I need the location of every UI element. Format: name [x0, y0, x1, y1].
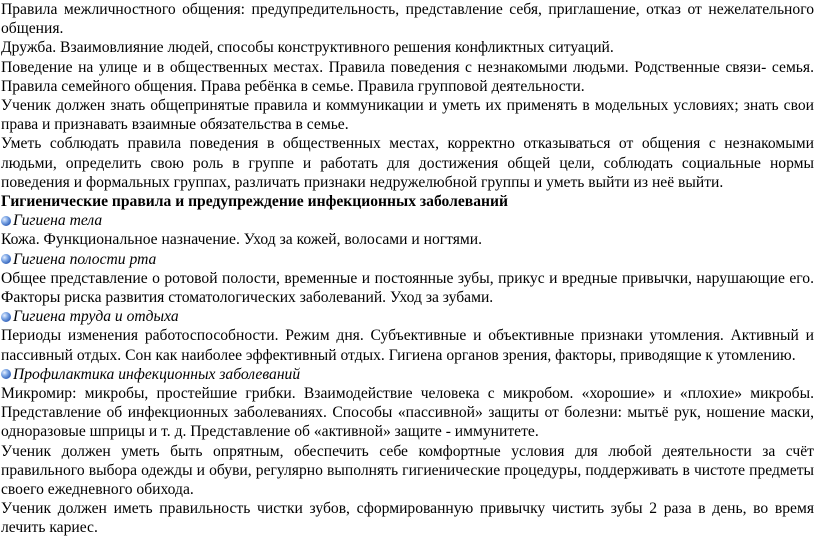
paragraph-student-should-know: Ученик должен знать общепринятые правила и коммуникации и уметь их применять в модельных условиях; знать свои права и признавать взаимные обязательства в семье.: [1, 97, 814, 134]
paragraph-student-teeth: Ученик должен иметь правильность чистки зубов, сформированную привычку чистить зубы 2 раза в день, во время лечить кариес.: [1, 500, 814, 537]
paragraph-work-rest-hygiene: Периоды изменения работоспособности. Режим дня. Субъективные и объективные признаки утомления. Активный и пассивный отдых. Сон как наиболее эффективный отдых. Гигиена органов зрения, факторы, приводящие к утомлению.: [1, 327, 814, 364]
paragraph-student-neatness: Ученик должен уметь быть опрятным, обеспечить себе комфортные условия для любой деятельности за счёт правильного выбора одежды и обуви, регулярно выполнять гигиенические процедуры, поддерживать в чистоте предметы своего ежедневного обихода.: [1, 442, 814, 499]
subheading-oral-hygiene: [1, 250, 814, 269]
subheading-infection-prevention: [1, 365, 814, 384]
subheading-label: Гигиена труда и отдыха: [13, 308, 179, 326]
paragraph-oral-hygiene: Общее представление о ротовой полости, временные и постоянные зубы, прикус и вредные привычки, нарушающие его. Факторы риска развития стоматологических заболеваний. Уход за зубами.: [1, 269, 814, 307]
subheading-label: Гигиена полости рта: [13, 250, 157, 268]
blue-sphere-bullet-icon: [1, 254, 11, 264]
paragraph-student-abilities: Уметь соблюдать правила поведения в общественных местах, корректно отказываться от общения с незнакомыми людьми, определить свою роль в группе и работать для достижения общей цели, соблюдать социальные нормы поведения и формальных группах, различать признаки недружелюбной группы и уметь выйти из неё выйти.: [1, 135, 814, 191]
paragraph-communication-rules: Правила межличностного общения: предупредительность, представление себя, приглашение, отказ от нежелательного общения.: [1, 1, 814, 38]
subheading-body-hygiene: [1, 211, 814, 230]
paragraph-infection-prevention: Микромир: микробы, простейшие грибки. Взаимодействие человека с микробом. «хорошие» и «плохие» микробы. Представление об инфекционных заболеваниях. Способы «пассивной» защиты от болезни: мытьё рук, ношение маски, одноразовые шприцы и т. д. Представление об «активной» защите - иммунитете.: [1, 385, 814, 441]
paragraph-body-hygiene: Кожа. Функциональное назначение. Уход за кожей, волосами и ногтями.: [1, 231, 483, 249]
section-heading-hygiene: Гигиенические правила и предупреждение инфекционных заболеваний: [1, 193, 508, 211]
blue-sphere-bullet-icon: [1, 369, 11, 379]
paragraph-friendship: Дружба. Взаимовлияние людей, способы конструктивного решения конфликтных ситуаций.: [1, 39, 614, 57]
subheading-work-rest-hygiene: [1, 307, 814, 326]
blue-sphere-bullet-icon: [1, 216, 11, 226]
subheading-label: Профилактика инфекционных заболеваний: [13, 365, 301, 383]
subheading-label: Гигиена тела: [13, 212, 103, 230]
paragraph-public-behavior: Поведение на улице и в общественных местах. Правила поведения с незнакомыми людьми. Родственные связи- семья. Правила семейного общения. Права ребёнка в семье. Правила групповой деятельности.: [1, 58, 814, 95]
blue-sphere-bullet-icon: [1, 312, 11, 322]
